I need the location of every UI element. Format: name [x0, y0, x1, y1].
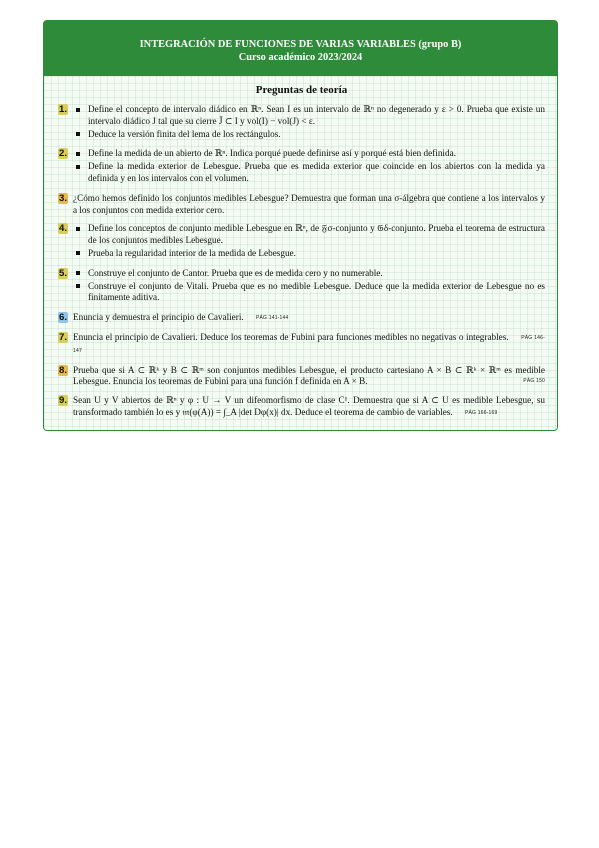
page-reference: PÁG 150	[523, 378, 545, 385]
question-text: Prueba que si A ⊂ ℝᵏ y B ⊂ ℝᵐ son conjuntos medibles Lebesgue, el producto cartesiano A × B ⊂ ℝᵏ × ℝᵐ es medible Lebesgue. Enuncia los teoremas de Fubini para una función f definida en A × B.	[73, 364, 545, 387]
page-reference: PÁG 146-147	[73, 334, 545, 354]
question-number: 5.	[58, 267, 67, 279]
question-number: 3.	[58, 192, 67, 204]
bullet-item: Deduce la versión finita del lema de los rectángulos.	[73, 129, 545, 141]
question-5	[58, 268, 545, 305]
question-2	[58, 148, 545, 185]
question-9	[58, 395, 545, 420]
question-text: ¿Cómo hemos definido los conjuntos medibles Lebesgue? Demuestra que forman una σ-álgebra que contiene a los intervalos y a los conjuntos con medida exterior cero.	[73, 192, 545, 215]
question-text: Sean U y V abiertos de ℝⁿ y φ : U → V un difeomorfismo de clase C¹. Demuestra que si A ⊂ U es medible Lebesgue, su transformado también lo es y 𝔪(φ(A)) = ∫_A |det Dφ(x)| dx. Deduce el teorema de cambio de variables.	[73, 395, 545, 417]
page-reference: PÁG 141-144	[255, 315, 289, 322]
course-title: INTEGRACIÓN DE FUNCIONES DE VARIAS VARIABLES (grupo B)	[139, 39, 462, 50]
question-number: 8.	[58, 364, 67, 376]
page-reference: PÁG 166-169	[464, 409, 498, 416]
question-4	[58, 223, 545, 260]
bullet-item: Define la medida exterior de Lebesgue. Prueba que es medida exterior que coincide en los abiertos con la medida ya definida y en los intervalos con el volumen.	[73, 161, 545, 185]
bullet-item: Construye el conjunto de Vitali. Prueba que es no medible Lebesgue. Deduce que la medida exterior de Lebesgue no es finitamente aditiva.	[73, 281, 545, 305]
question-6	[58, 312, 545, 325]
questions-card	[43, 20, 558, 431]
card-header	[44, 21, 557, 76]
question-number: 7.	[58, 331, 67, 343]
question-number: 1.	[58, 104, 67, 115]
question-3	[58, 193, 545, 217]
question-1	[58, 104, 545, 141]
bullet-item: Define la medida de un abierto de ℝⁿ. Indica porqué puede definirse así y porqué está bien definida.	[73, 148, 545, 160]
section-title: Preguntas de teoría	[255, 84, 348, 96]
question-number: 2.	[58, 148, 67, 160]
bullet-item: Construye el conjunto de Cantor. Prueba que es de medida cero y no numerable.	[73, 268, 545, 280]
question-number: 4.	[58, 223, 67, 235]
card-body	[44, 76, 557, 430]
academic-year: Curso académico 2023/2024	[238, 52, 363, 63]
question-8	[58, 365, 545, 389]
question-number: 9.	[58, 395, 67, 407]
question-7	[58, 332, 545, 358]
bullet-item: Prueba la regularidad interior de la medida de Lebesgue.	[73, 248, 545, 260]
question-number: 6.	[58, 312, 67, 324]
bullet-item: Define el concepto de intervalo diádico en ℝⁿ. Sean I es un intervalo de ℝⁿ no degenerado y ε > 0. Prueba que existe un intervalo diádico J tal que su cierre J̄ ⊂ I y vol(I) − vol(J) < ε.	[73, 104, 545, 128]
bullet-item: Define los conceptos de conjunto medible Lebesgue en ℝⁿ, de 𝔉σ-conjunto y 𝔊δ-conjunto. Prueba el teorema de estructura de los conjuntos medibles Lebesgue.	[73, 223, 545, 247]
question-text: Enuncia y demuestra el principio de Cavalieri.	[73, 312, 244, 323]
question-text: Enuncia el principio de Cavalieri. Deduce los teoremas de Fubini para funciones medibles no negativas o integrables.	[73, 331, 509, 342]
